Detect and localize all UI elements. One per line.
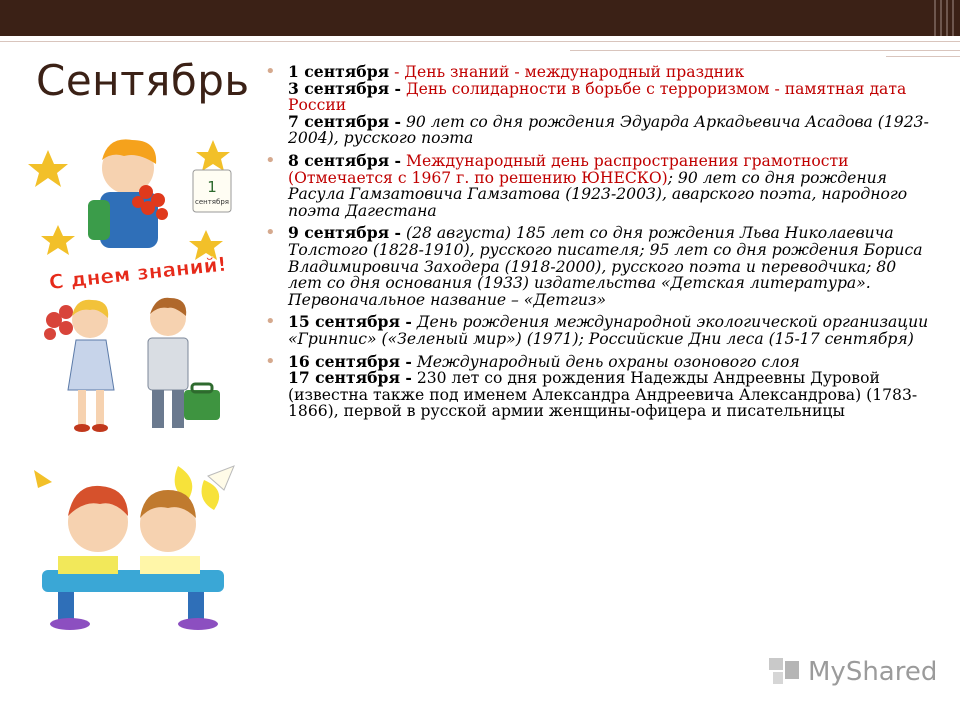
event-line — [288, 225, 934, 308]
event-text: День рождения международной экологической организации «Гринпис» («Зеленый мир») (1971); Российские Дни леса (15-17 сентября) — [288, 313, 929, 348]
slide-title: Сентябрь — [36, 56, 250, 105]
event-list — [262, 61, 934, 421]
bullet-icon: • — [265, 222, 276, 244]
event-item — [262, 311, 934, 348]
event-date: 8 сентября - — [288, 150, 402, 170]
event-date: 1 сентября — [288, 62, 390, 81]
event-text: Международный день охраны озонового слоя — [411, 352, 800, 371]
event-text: ; 90 лет со дня рождения Расула Гамзатовича Гамзатова (1923-2003), аварского поэта, народного поэта Дагестана — [288, 168, 908, 220]
event-date: 15 сентября - — [288, 312, 412, 332]
watermark-text: MyShared — [808, 657, 938, 687]
event-text: - День знаний - международный праздник — [389, 63, 745, 81]
event-date: 3 сентября - — [288, 78, 402, 98]
event-line — [288, 314, 934, 347]
knowledge-day-illustration — [28, 130, 238, 290]
event-date: 16 сентября - — [288, 351, 412, 371]
event-item — [262, 61, 934, 148]
divider-line — [570, 50, 960, 51]
event-date: 17 сентября - — [288, 368, 412, 388]
calendar-day: 1 — [207, 178, 217, 196]
event-item — [262, 222, 934, 309]
watermark — [768, 654, 937, 690]
calendar-month: сентября — [195, 198, 229, 206]
event-line — [288, 150, 934, 220]
divider-line — [886, 56, 960, 57]
event-text: 230 лет со дня рождения Надежды Андреевны Дуровой (известна также под именем Александра Андреевича Александрова) (1783-1866), первой в русской армии женщины-офицера и писательницы — [288, 369, 918, 421]
event-line — [288, 78, 934, 115]
event-text: День солидарности в борьбе с терроризмом - памятная дата России — [288, 79, 907, 115]
presentation-icon — [768, 657, 802, 687]
event-text: (28 августа) 185 лет со дня рождения Льва Николаевича Толстого (1828-1910), русского писателя; 95 лет со дня рождения Бориса Владимировича Заходера (1918-2000), русского поэта и переводчика; 80 лет со дня основания (1933) издательства «Детская литература». Первоначальное название – «Детгиз» — [288, 224, 923, 309]
bullet-icon: • — [265, 311, 276, 333]
bullet-icon: • — [265, 149, 276, 171]
event-text: 90 лет со дня рождения Эдуарда Аркадьевича Асадова (1923-2004), русского поэта — [288, 112, 929, 148]
schoolchildren-illustration — [28, 294, 238, 440]
event-date: 9 сентября - — [288, 223, 402, 243]
event-line — [288, 111, 934, 148]
children-at-desk-illustration — [28, 460, 238, 632]
event-item — [262, 350, 934, 421]
event-text: Международный день распространения грамотности (Отмечается с 1967 г. по решению ЮНЕСКО) — [288, 151, 849, 187]
events-content — [262, 61, 934, 426]
knowledge-day-caption: С днем знаний! — [47, 251, 228, 290]
divider-line — [0, 41, 960, 42]
bullet-icon: • — [265, 350, 276, 372]
top-bar-decoration — [930, 0, 960, 36]
event-date: 7 сентября - — [288, 111, 402, 131]
bullet-icon: • — [265, 61, 276, 82]
event-line — [288, 370, 934, 420]
top-bar — [0, 0, 960, 36]
event-item — [262, 149, 934, 220]
